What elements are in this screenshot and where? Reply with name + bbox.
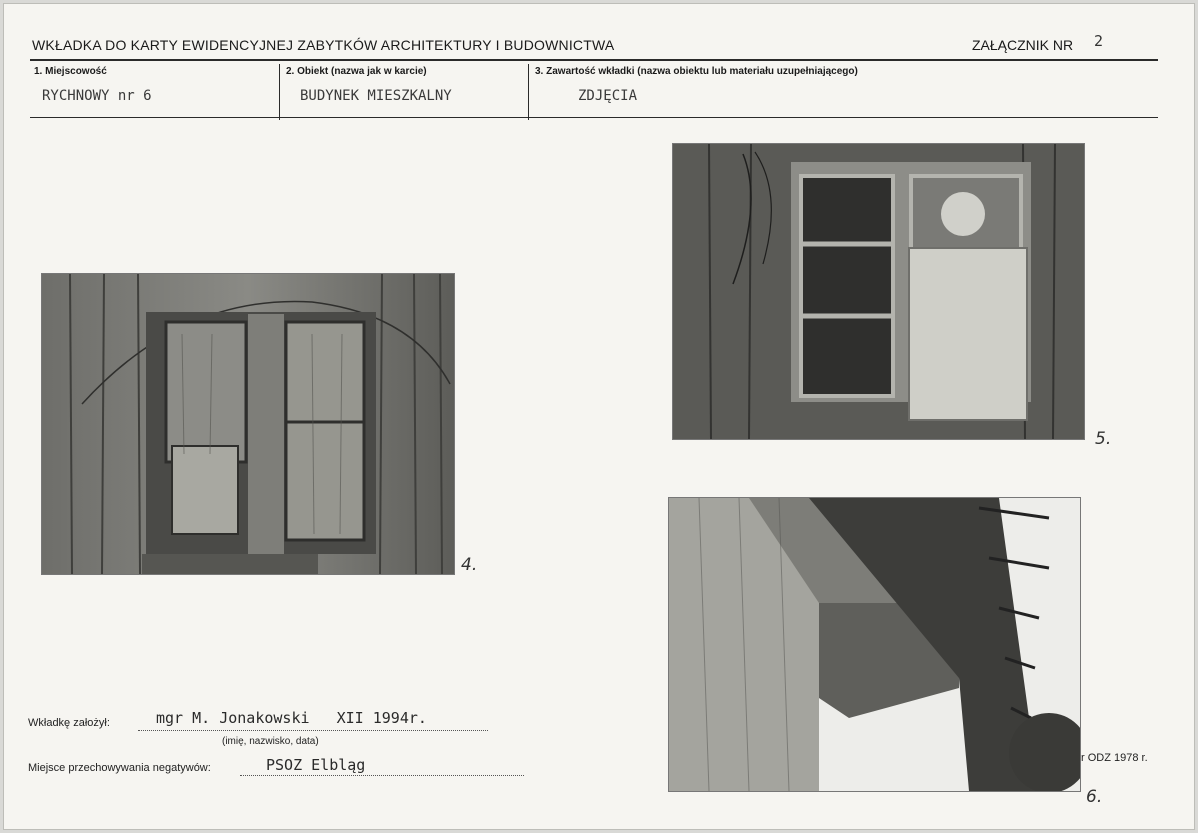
shutters-image: [42, 274, 454, 574]
negatives-label: Miejsce przechowywania negatywów:: [28, 762, 211, 774]
annex-label: ZAŁĄCZNIK NR: [972, 37, 1074, 53]
photo-shutters: [42, 274, 454, 574]
founder-label: Wkładkę założył:: [28, 717, 110, 729]
photo-window: [673, 144, 1084, 439]
field-object-value: BUDYNEK MIESZKALNY: [300, 88, 452, 104]
field-contents-label: 3. Zawartość wkładki (nazwa obiektu lub materiału uzupełniającego): [535, 66, 858, 77]
photo-credit: r ODZ 1978 r.: [1081, 752, 1148, 764]
field-contents-value: ZDJĘCIA: [578, 88, 638, 104]
caption-photo-5: 5.: [1095, 429, 1112, 449]
founder-line: [138, 730, 488, 731]
field-object-label: 2. Obiekt (nazwa jak w karcie): [286, 66, 427, 77]
record-sheet: [4, 4, 1194, 829]
photo-eaves: [669, 498, 1080, 791]
field-divider-2: [528, 64, 529, 120]
field-divider-1: [279, 64, 280, 120]
field-locality-value: RYCHNOWY nr 6: [42, 88, 152, 104]
caption-photo-6: 6.: [1086, 787, 1103, 807]
window-image: [673, 144, 1084, 439]
negatives-line: [240, 775, 524, 776]
founder-value: mgr M. Jonakowski XII 1994r.: [156, 709, 427, 727]
eaves-image: [669, 498, 1080, 791]
sheet-title: WKŁADKA DO KARTY EWIDENCYJNEJ ZABYTKÓW ARCHITEKTURY I BUDOWNICTWA: [32, 37, 615, 53]
header-rule-top: [30, 59, 1158, 61]
header-rule-bottom: [30, 117, 1158, 118]
negatives-value: PSOZ Elbląg: [266, 756, 366, 774]
founder-hint: (imię, nazwisko, data): [222, 736, 319, 747]
field-locality-label: 1. Miejscowość: [34, 66, 107, 77]
annex-number: 2: [1094, 32, 1104, 50]
caption-photo-4: 4.: [461, 555, 478, 575]
